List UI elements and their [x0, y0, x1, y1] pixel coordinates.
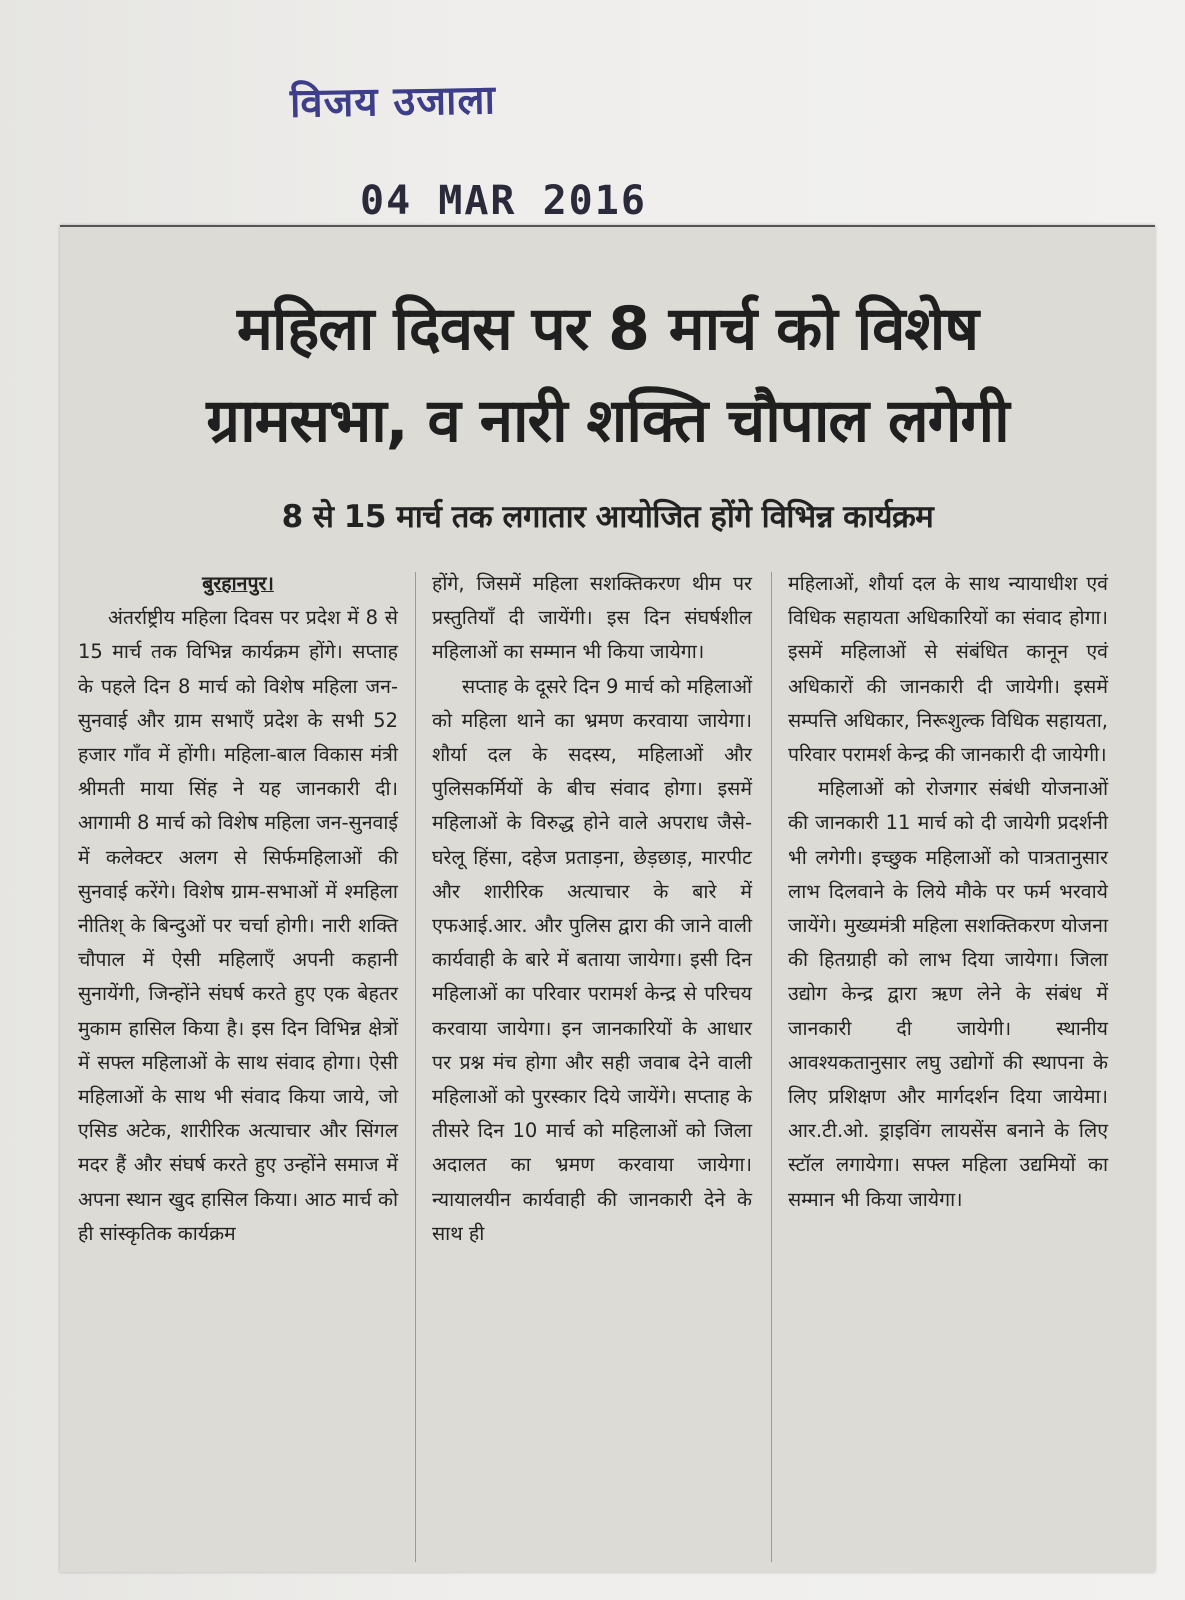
paragraph: महिलाओं, शौर्या दल के साथ न्यायाधीश एवं विधिक सहायता अधिकारियों का संवाद होगा। इसमें महिलाओं से संबंधित कानून एवं अधिकारों की जानकारी दी जायेगी। इसमें सम्पत्ति अधिकार, निरूशुल्क विधिक सहायता, परिवार परामर्श केन्द्र की जानकारी दी जायेगी। [788, 572, 1108, 767]
article-column-3 [788, 567, 1108, 1217]
paragraph: होंगे, जिसमें महिला सशक्तिकरण थीम पर प्रस्तुतियाँ दी जायेंगी। इस दिन संघर्षशील महिलाओं का सम्मान भी किया जायेगा। [432, 572, 752, 664]
paragraph: सप्ताह के दूसरे दिन 9 मार्च को महिलाओं को महिला थाने का भ्रमण करवाया जायेगा। शौर्या दल के सदस्य, महिलाओं और पुलिसकर्मियों के बीच संवाद होगा। इसमें महिलाओं के विरुद्ध होने वाले अपराध जैसे- घरेलू हिंसा, दहेज प्रताड़ना, छेड़छाड़, मारपीट और शारीरिक अत्याचार के बारे में एफआई.आर. और पुलिस द्वारा की जाने वाली कार्यवाही के बारे में बताया जायेगा। इसी दिन महिलाओं का परिवार परामर्श केन्द्र से परिचय करवाया जायेगा। इन जानकारियों के आधार पर प्रश्न मंच होगा और सही जवाब देने वाली महिलाओं को पुरस्कार दिये जायेंगे। सप्ताह के तीसरे दिन 10 मार्च को महिलाओं को जिला अदालत का भ्रमण करवाया जायेगा। न्यायालयीन कार्यवाही की जानकारी देने के साथ ही [432, 674, 752, 1245]
paragraph: महिलाओं को रोजगार संबंधी योजनाओं की जानकारी 11 मार्च को दी जायेगी प्रदर्शनी भी लगेगी। इच्छुक महिलाओं को पात्रतानुसार लाभ दिलवाने के लिये मौके पर फर्म भरवाये जायेंगे। मुख्यमंत्री महिला सशक्तिकरण योजना की हितग्राही को लाभ दिया जायेगा। जिला उद्योग केन्द्र द्वारा ऋण लेने के संबंध में जानकारी दी जायेगी। स्थानीय आवश्यकतानुसार लघु उद्योगों की स्थापना के लिए प्रशिक्षण और मार्गदर्शन दिया जायेमा। आर.टी.ओ. ड्राइविंग लायसेंस बनाने के लिए स्टॉल लगायेगा। सफ्ल महिला उद्यमियों का सम्मान भी किया जायेगा। [788, 777, 1108, 1211]
headline-line-1: महिला दिवस पर 8 मार्च को विशेष [236, 294, 979, 364]
dateline: बुरहानपुर। [202, 572, 274, 595]
publication-stamp: विजय उजाला [289, 77, 497, 127]
column-divider [771, 572, 772, 1562]
paragraph: अंतर्राष्ट्रीय महिला दिवस पर प्रदेश में 8 से 15 मार्च तक विभिन्न कार्यक्रम होंगे। सप्ताह के पहले दिन 8 मार्च को विशेष महिला जन-सुनवाई और ग्राम सभाएँ प्रदेश के सभी 52 हजार गाँव में होंगी। महिला-बाल विकास मंत्री श्रीमती माया सिंह ने यह जानकारी दी। आगामी 8 मार्च को विशेष महिला जन-सुनवाई में कलेक्टर अलग से सिर्फमहिलाओं की सुनवाई करेंगे। विशेष ग्राम-सभाओं में श्महिला नीतिश् के बिन्दुओं पर चर्चा होगी। नारी शक्ति चौपाल में ऐसी महिलाएँ अपनी कहानी सुनायेंगी, जिन्होंने संघर्ष करते हुए एक बेहतर मुकाम हासिल किया है। इस दिन विभिन्न क्षेत्रों में सफ्ल महिलाओं के साथ संवाद होगा। ऐसी महिलाओं के साथ भी संवाद किया जाये, जो एसिड अटेक, शारीरिक अत्याचार और सिंगल मदर हैं और संघर्ष करते हुए उन्होंने समाज में अपना स्थान खुद हासिल किया। आठ मार्च को ही सांस्कृतिक कार्यक्रम [78, 606, 398, 1245]
article-column-1 [78, 567, 398, 1251]
date-stamp: 04 MAR 2016 [360, 178, 647, 224]
column-divider [415, 572, 416, 1562]
article-column-2 [432, 567, 752, 1251]
headline-line-2: ग्रामसभा, व नारी शक्ति चौपाल लगेगी [206, 386, 1009, 456]
subheadline: 8 से 15 मार्च तक लगातार आयोजित होंगे विभिन्न कार्यक्रम [281, 499, 934, 535]
newspaper-clipping [60, 225, 1155, 1572]
